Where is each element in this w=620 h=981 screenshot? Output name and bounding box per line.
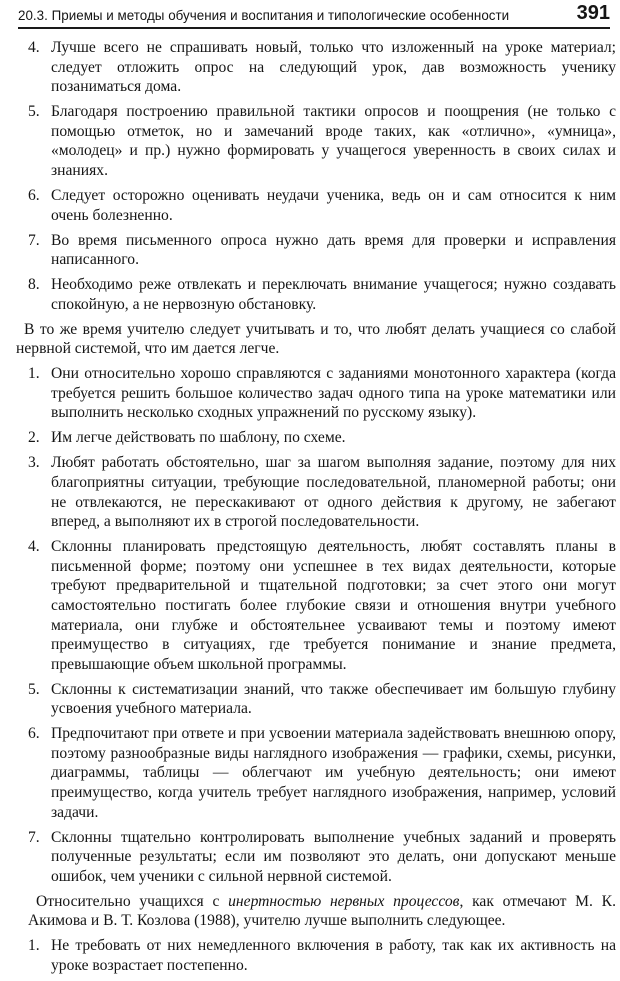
list-item [28, 537, 616, 674]
item-number: 1. [28, 365, 40, 383]
item-number: 4. [28, 538, 40, 556]
item-text: Склонны к систематизации знаний, что также обеспечивает им большую глубину усвоения учебного материала. [51, 680, 616, 718]
paragraph-text-before: Относительно учащихся с [36, 892, 229, 910]
list-item [28, 186, 616, 225]
item-text: Им легче действовать по шаблону, по схеме. [51, 429, 346, 447]
list-item [28, 364, 616, 423]
list-item [28, 102, 616, 180]
item-number: 1. [28, 937, 40, 955]
list-item [28, 936, 616, 975]
section-title: 20.3. Приемы и методы обучения и воспитания и типологические особенности [18, 8, 510, 23]
item-number: 3. [28, 454, 40, 472]
item-number: 6. [28, 186, 40, 204]
weak-system-traits-list [28, 364, 616, 886]
item-text: Благодаря построению правильной тактики опросов и поощрения (не только с помощью отметок, но и замечаний вроде таких, как «отлично», «умница», «молодец» и пр.) нужно формировать у учащегося уверенность в своих силах и знаниях. [51, 103, 616, 179]
inertness-recommendations-list [28, 936, 616, 975]
page-number: 391 [576, 2, 610, 24]
item-text: Склонны тщательно контролировать выполнение учебных заданий и проверять полученные результаты; если им позволяют это делать, они допускают меньше ошибок, чем ученики с сильной нервной системой. [51, 828, 616, 885]
item-number: 7. [28, 231, 40, 249]
item-number: 4. [28, 39, 40, 56]
paragraph-text-after: , как отмечают М. К. Акимова и В. Т. Козлова (1988), учителю лучше выполнить следующее. [28, 892, 616, 930]
recommendations-list [28, 38, 616, 314]
list-item [28, 38, 616, 97]
list-item [28, 828, 616, 887]
paragraph-emphasis: инертностью нервных процессов [228, 892, 460, 910]
list-item [28, 453, 616, 531]
item-text: Необходимо реже отвлекать и переключать внимание учащегося; нужно создавать спокойную, а не нервозную обстановку. [51, 276, 616, 313]
running-header [18, 0, 610, 29]
item-text: Во время письменного опроса нужно дать время для проверки и исправления написанного. [51, 231, 616, 269]
item-number: 7. [28, 828, 40, 846]
item-number: 5. [28, 680, 40, 698]
item-text: Предпочитают при ответе и при усвоении материала задействовать внешнюю опору, поэтому разнообразные виды наглядного изображения — графики, схемы, рисунки, диаграммы, таблицы — облегчают им учебную деятельность; они имеют преимущество, когда учитель требует наглядного изображения, например, условий задачи. [51, 725, 616, 821]
list-item [28, 231, 616, 270]
item-number: 5. [28, 103, 40, 121]
page-body [16, 38, 616, 981]
list-item [28, 680, 616, 719]
item-number: 6. [28, 725, 40, 743]
paragraph-weak-nervous-system: В то же время учителю следует учитывать и то, что любят делать учащиеся со слабой нервной системой, что им дается легче. [16, 320, 616, 358]
list-item [28, 428, 616, 448]
list-item [28, 724, 616, 822]
paragraph-inertness [28, 892, 616, 931]
item-text: Не требовать от них немедленного включения в работу, так как их активность на уроке возрастает постепенно. [51, 937, 616, 974]
item-text: Склонны планировать предстоящую деятельность, любят составлять планы в письменной форме; поэтому они успешнее в тех видах деятельности, которые требуют предварительной и тщательной подготовки; за счет этого они могут самостоятельно постигать более глубокие связи и отношения внутри учебного материала, они глубже и обстоятельнее усваивают темы и поэтому имеют преимущество в ситуациях, где требуется понимание и знание предмета, превышающие объем школьной программы. [51, 538, 616, 673]
item-text: Следует осторожно оценивать неудачи ученика, ведь он и сам относится к ним очень болезненно. [51, 186, 616, 224]
list-item [28, 275, 616, 314]
item-text: Они относительно хорошо справляются с заданиями монотонного характера (когда требуется решить большое количество задач одного типа на уроке математики или выполнить несколько сходных упражнений по русскому языку). [51, 365, 616, 422]
item-number: 8. [28, 276, 40, 294]
item-text: Любят работать обстоятельно, шаг за шагом выполняя задание, поэтому для них благоприятны ситуации, требующие последовательной, планомерной работы; они не отвлекаются, не перескакивают от одного действия к другому, не забегают вперед, а выполняют их в строгой последовательности. [51, 454, 616, 531]
item-number: 2. [28, 429, 40, 447]
item-text: Лучше всего не спрашивать новый, только что изложенный на уроке материал; следует отложить опрос на следующий урок, дав возможность ученику позаниматься дома. [51, 39, 616, 96]
